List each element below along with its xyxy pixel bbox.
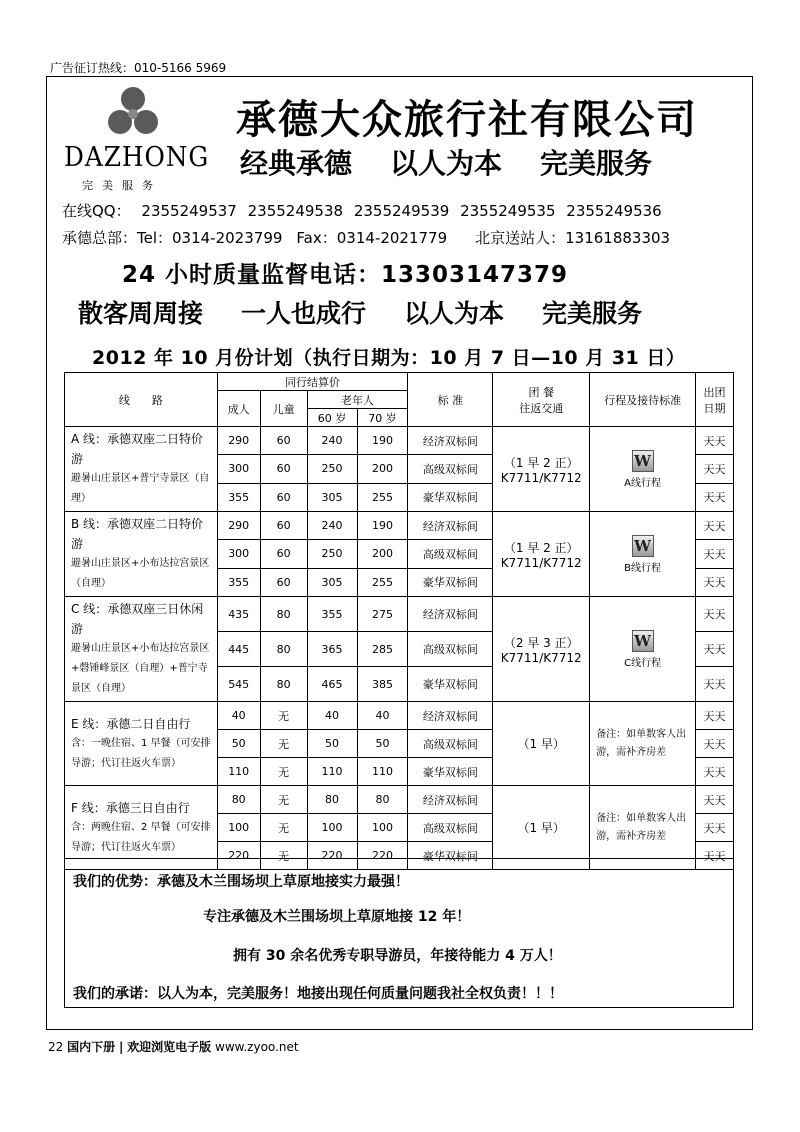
price-child: 60 (260, 540, 307, 568)
meal: （1 早 2 正） (503, 455, 579, 470)
price-child: 80 (260, 667, 307, 702)
price-senior-60: 100 (307, 814, 357, 842)
train-number: K7711/K7712 (500, 650, 582, 665)
header-depart-2: 日期 (703, 401, 726, 415)
qq-number: 2355249535 (460, 202, 556, 220)
price-child: 60 (260, 427, 307, 455)
price-adult: 290 (217, 427, 260, 455)
price-senior-60: 250 (307, 455, 357, 483)
slogan-3: 完美服务 (540, 147, 653, 180)
price-adult: 435 (217, 597, 260, 632)
price-adult: 290 (217, 512, 260, 540)
header-meal: 团 餐 (528, 385, 554, 399)
price-senior-60: 220 (307, 842, 357, 870)
price-senior-60: 355 (307, 597, 357, 632)
meal-transport-cell (493, 427, 590, 512)
price-adult: 545 (217, 667, 260, 702)
departure-date: 天天 (696, 427, 734, 455)
route-name: B 线：承德双座二日特价游 (71, 517, 204, 551)
price-adult: 355 (217, 568, 260, 596)
meal: （1 早） (517, 821, 565, 835)
header-senior-60: 60 岁 (307, 409, 357, 427)
departure-date: 天天 (696, 842, 734, 870)
qq-number: 2355249536 (566, 202, 662, 220)
schedule-cell (590, 702, 696, 786)
price-adult: 445 (217, 632, 260, 667)
room-standard: 经济双标间 (408, 786, 493, 814)
price-senior-70: 385 (357, 667, 408, 702)
qq-number: 2355249537 (141, 202, 237, 220)
price-senior-70: 275 (357, 597, 408, 632)
contact-line (62, 227, 684, 248)
header-child: 儿童 (260, 391, 307, 427)
departure-date: 天天 (696, 632, 734, 667)
route-price-table (64, 372, 734, 870)
route-cell (65, 597, 218, 702)
advantages-box (64, 858, 734, 1008)
advantage-2: 专注承德及木兰围场坝上草原地接 12 年！ (203, 909, 471, 925)
price-senior-70: 255 (357, 568, 408, 596)
departure-date: 天天 (696, 483, 734, 511)
word-document-icon[interactable]: W C线行程 (624, 631, 662, 669)
room-standard: 高级双标间 (408, 730, 493, 758)
route-description: 含：两晚住宿、2 早餐（可安排导游；代订往返火车票） (71, 821, 211, 853)
page-number: 22 (48, 1040, 64, 1054)
room-standard: 高级双标间 (408, 632, 493, 667)
header-standard: 标 准 (408, 373, 493, 427)
tagline-3: 以人为本 (404, 299, 505, 328)
departure-date: 天天 (696, 568, 734, 596)
logo-text: DAZHONG (64, 142, 210, 173)
header-schedule: 行程及接待标准 (590, 373, 696, 427)
hq-phone: 承德总部：Tel：0314-2023799 (62, 229, 283, 247)
price-child: 60 (260, 455, 307, 483)
meal: （1 早 2 正） (503, 540, 579, 555)
schedule-doc-label: C线行程 (624, 657, 662, 669)
room-standard: 高级双标间 (408, 814, 493, 842)
departure-date: 天天 (696, 512, 734, 540)
footer-url[interactable]: www.zyoo.net (215, 1040, 299, 1054)
price-senior-60: 240 (307, 427, 357, 455)
room-standard: 经济双标间 (408, 512, 493, 540)
price-senior-70: 190 (357, 512, 408, 540)
qq-number: 2355249538 (247, 202, 344, 220)
price-senior-70: 40 (357, 702, 408, 730)
price-child: 60 (260, 512, 307, 540)
slogan-2: 以人为本 (390, 147, 503, 180)
table-row (65, 786, 734, 814)
table-row (65, 702, 734, 730)
header-senior-70: 70 岁 (357, 409, 408, 427)
price-senior-60: 305 (307, 568, 357, 596)
route-description: 避暑山庄景区+小布达拉宫景区（自理） (71, 558, 210, 589)
departure-date: 天天 (696, 758, 734, 786)
room-standard: 高级双标间 (408, 540, 493, 568)
header-senior: 老年人 (307, 391, 408, 409)
price-child: 60 (260, 568, 307, 596)
route-name: C 线：承德双座三日休闲游 (71, 602, 204, 636)
schedule-doc-label: A线行程 (624, 477, 662, 489)
header-price-group: 同行结算价 (217, 373, 408, 391)
route-description: 含：一晚住宿、1 早餐（可安排导游；代订往返火车票） (71, 737, 211, 769)
price-senior-70: 200 (357, 540, 408, 568)
price-senior-60: 365 (307, 632, 357, 667)
price-senior-70: 110 (357, 758, 408, 786)
advantage-3: 拥有 30 余名优秀专职导游员，年接待能力 4 万人！ (233, 948, 562, 964)
route-name: F 线：承德三日自由行 (71, 800, 190, 815)
price-child: 无 (260, 730, 307, 758)
header-route: 线 路 (65, 373, 218, 427)
price-senior-70: 220 (357, 842, 408, 870)
header-departure (696, 373, 734, 427)
room-standard: 豪华双标间 (408, 667, 493, 702)
table-row (65, 597, 734, 632)
price-child: 60 (260, 483, 307, 511)
price-senior-70: 200 (357, 455, 408, 483)
footer-separator: | (118, 1040, 124, 1054)
logo-subtitle: 完美服务 (82, 179, 162, 192)
table-row (65, 427, 734, 455)
price-senior-70: 80 (357, 786, 408, 814)
quality-monitor-phone: 24 小时质量监督电话：13303147379 (122, 262, 569, 288)
dazhong-logo (62, 86, 208, 196)
departure-date: 天天 (696, 814, 734, 842)
tagline-2: 一人也成行 (241, 299, 367, 328)
price-child: 无 (260, 842, 307, 870)
meal-transport-cell (493, 512, 590, 597)
tagline (78, 294, 642, 330)
price-adult: 300 (217, 455, 260, 483)
footer-section: 国内下册 (67, 1040, 116, 1054)
price-child: 无 (260, 702, 307, 730)
room-standard: 高级双标间 (408, 455, 493, 483)
price-adult: 100 (217, 814, 260, 842)
route-name: E 线：承德二日自由行 (71, 716, 191, 731)
price-child: 80 (260, 597, 307, 632)
meal-transport-cell (493, 786, 590, 870)
promise: 我们的承诺：以人为本，完美服务！地接出现任何质量问题我社全权负责！！！ (73, 986, 563, 1002)
price-senior-70: 100 (357, 814, 408, 842)
price-senior-60: 305 (307, 483, 357, 511)
header-adult: 成人 (217, 391, 260, 427)
schedule-cell[interactable] (590, 597, 696, 702)
price-adult: 220 (217, 842, 260, 870)
footer-welcome: 欢迎浏览电子版 (127, 1040, 212, 1054)
departure-date: 天天 (696, 667, 734, 702)
price-adult: 50 (217, 730, 260, 758)
price-senior-60: 240 (307, 512, 357, 540)
price-senior-70: 190 (357, 427, 408, 455)
train-number: K7711/K7712 (500, 555, 582, 570)
departure-date: 天天 (696, 540, 734, 568)
price-child: 80 (260, 632, 307, 667)
slogan (240, 142, 652, 182)
room-standard: 豪华双标间 (408, 758, 493, 786)
word-document-icon[interactable]: W A线行程 (624, 451, 662, 489)
meal-transport-cell (493, 702, 590, 786)
price-senior-60: 110 (307, 758, 357, 786)
schedule-note: 备注：如单数客人出游，需补齐房差 (596, 812, 687, 842)
price-senior-70: 285 (357, 632, 408, 667)
word-document-icon[interactable]: W B线行程 (624, 536, 662, 574)
table-row (65, 512, 734, 540)
room-standard: 经济双标间 (408, 597, 493, 632)
price-adult: 80 (217, 786, 260, 814)
departure-date: 天天 (696, 702, 734, 730)
price-adult: 355 (217, 483, 260, 511)
price-adult: 110 (217, 758, 260, 786)
route-name: A 线：承德双座二日特价游 (71, 432, 204, 466)
header-depart-1: 出团 (703, 385, 726, 399)
schedule-cell[interactable] (590, 512, 696, 597)
room-standard: 豪华双标间 (408, 568, 493, 596)
price-child: 无 (260, 786, 307, 814)
advantage-1: 我们的优势：承德及木兰围场坝上草原地接实力最强！ (73, 874, 409, 890)
price-senior-60: 80 (307, 786, 357, 814)
beijing-contact: 北京送站人：13161883303 (475, 229, 671, 247)
plan-title: 2012 年 10 月份计划（执行日期为：10 月 7 日—10 月 31 日） (92, 347, 686, 369)
schedule-cell (590, 786, 696, 870)
route-description: 避暑山庄景区+小布达拉宫景区+磬锤峰景区（自理）+普宁寺景区（自理） (71, 643, 210, 694)
price-senior-60: 465 (307, 667, 357, 702)
price-senior-70: 50 (357, 730, 408, 758)
departure-date: 天天 (696, 597, 734, 632)
route-description: 避暑山庄景区+普宁寺景区（自理） (71, 473, 210, 504)
meal-transport-cell (493, 597, 590, 702)
price-adult: 40 (217, 702, 260, 730)
meal: （2 早 3 正） (503, 635, 579, 650)
schedule-doc-label: B线行程 (624, 562, 662, 574)
train-number: K7711/K7712 (500, 470, 582, 485)
slogan-1: 经典承德 (240, 147, 353, 180)
route-cell (65, 512, 218, 597)
departure-date: 天天 (696, 786, 734, 814)
fax: Fax：0314-2021779 (296, 229, 448, 247)
logo-emblem-icon (107, 86, 159, 138)
route-cell (65, 427, 218, 512)
route-cell (65, 786, 218, 870)
price-senior-60: 50 (307, 730, 357, 758)
header-meal-transport (493, 373, 590, 427)
qq-label: 在线QQ： (62, 202, 131, 220)
ad-hotline: 广告征订热线：010-5166 5969 (50, 61, 227, 75)
company-name: 承德大众旅行社有限公司 (236, 97, 698, 143)
tagline-4: 完美服务 (542, 299, 643, 328)
room-standard: 经济双标间 (408, 702, 493, 730)
schedule-note: 备注：如单数客人出游，需补齐房差 (596, 728, 687, 758)
qq-number: 2355249539 (353, 202, 450, 220)
price-child: 无 (260, 758, 307, 786)
schedule-cell[interactable] (590, 427, 696, 512)
footer (48, 1038, 299, 1055)
price-adult: 300 (217, 540, 260, 568)
room-standard: 豪华双标间 (408, 842, 493, 870)
price-senior-70: 255 (357, 483, 408, 511)
meal: （1 早） (517, 737, 565, 751)
tagline-1: 散客周周接 (78, 299, 204, 328)
room-standard: 经济双标间 (408, 427, 493, 455)
room-standard: 豪华双标间 (408, 483, 493, 511)
price-senior-60: 40 (307, 702, 357, 730)
price-senior-60: 250 (307, 540, 357, 568)
price-child: 无 (260, 814, 307, 842)
departure-date: 天天 (696, 455, 734, 483)
route-cell (65, 702, 218, 786)
departure-date: 天天 (696, 730, 734, 758)
header-transport: 往返交通 (519, 401, 564, 415)
qq-line (62, 200, 662, 221)
